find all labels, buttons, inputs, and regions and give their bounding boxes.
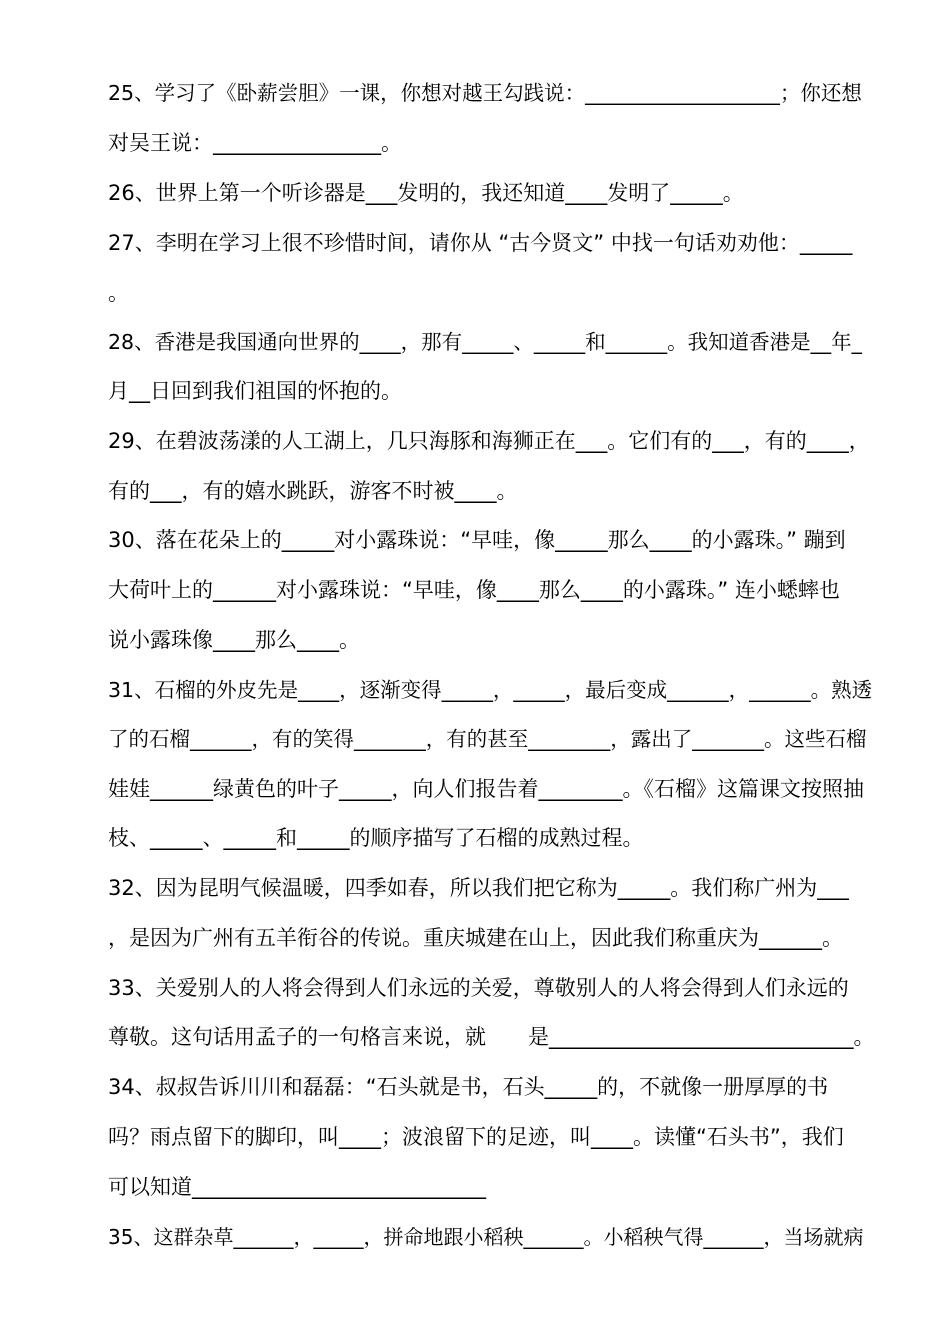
- question-33-line-1: 33、关爱别人的人将会得到人们永远的关爱，尊敬别人的人将会得到人们永远的: [108, 976, 849, 1000]
- question-34-line-2: 吗？雨点留下的脚印，叫____；波浪留下的足迹，叫____。读懂“石头书”，我们: [108, 1125, 844, 1149]
- question-31-line-4: 枝、_____、_____和_____的顺序描写了石榴的成熟过程。: [108, 826, 644, 850]
- question-29-line-2: 有的___，有的嬉水跳跃，游客不时被____。: [108, 479, 518, 503]
- question-32-line-2: ，是因为广州有五羊衔谷的传说。重庆城建在山上，因此我们称重庆为______。: [108, 926, 843, 950]
- question-31-line-2: 了的石榴______，有的笑得_______，有的甚至________，露出了_______。这些石榴: [108, 727, 867, 751]
- question-32-line-1: 32、因为昆明气候温暖，四季如春，所以我们把它称为_____。我们称广州为___: [108, 876, 849, 900]
- question-33-line-2: 尊敬。这句话用孟子的一句格言来说，就 是_____________________________。: [108, 1025, 875, 1049]
- question-26-line-1: 26、世界上第一个听诊器是___发明的，我还知道____发明了_____。: [108, 181, 744, 205]
- question-28-line-2: 月__日回到我们祖国的怀抱的。: [108, 379, 402, 403]
- question-28-line-1: 28、香港是我国通向世界的____，那有_____、_____和______。我知道香港是__年_: [108, 330, 862, 354]
- question-29-line-1: 29、在碧波荡漾的人工湖上，几只海豚和海狮正在___。它们有的___，有的____，: [108, 429, 870, 453]
- question-25-line-1: 25、学习了《卧薪尝胆》一课，你想对越王勾践说：___________________；你还想: [108, 81, 862, 105]
- question-31-line-3: 娃娃______绿黄色的叶子_____，向人们报告着________。《石榴》这篇课文按照抽: [108, 777, 864, 801]
- question-27-line-2: 。: [108, 281, 129, 305]
- question-30-line-3: 说小露珠像____那么____。: [108, 628, 360, 652]
- question-31-line-1: 31、石榴的外皮先是____，逐渐变得_____，_____，最后变成______，______。熟透: [108, 678, 873, 702]
- question-35-line-1: 35、这群杂草______，_____，拼命地跟小稻秧______。小稻秧气得______，当场就病: [108, 1225, 864, 1249]
- question-34-line-1: 34、叔叔告诉川川和磊磊：“石头就是书，石头_____的，不就像一册厚厚的书: [108, 1075, 829, 1099]
- question-27-line-1: 27、李明在学习上很不珍惜时间，请你从 “古今贤文” 中找一句话劝劝他：_____: [108, 231, 853, 255]
- question-25-line-2: 对吴王说：________________。: [108, 131, 402, 155]
- question-30-line-2: 大荷叶上的______对小露珠说：“早哇，像____那么____的小露珠。” 连小蟋蟀也: [108, 578, 840, 602]
- question-34-line-3: 可以知道____________________________: [108, 1175, 486, 1199]
- question-30-line-1: 30、落在花朵上的_____对小露珠说：“早哇，像_____那么____的小露珠。” 蹦到: [108, 528, 846, 552]
